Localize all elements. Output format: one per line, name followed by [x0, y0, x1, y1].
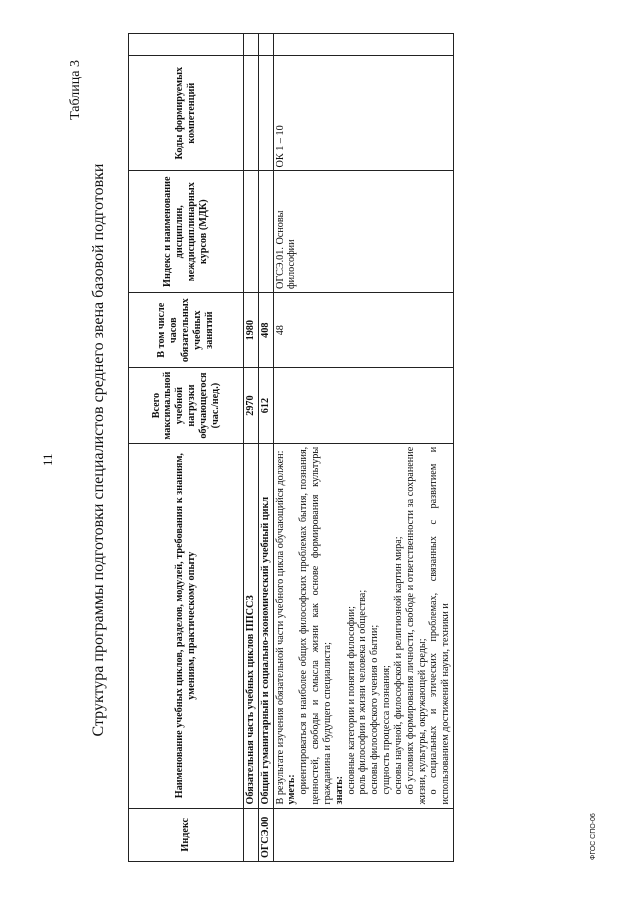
- cell-mandatory-disc: [244, 171, 259, 293]
- header-max-load: Всего максимальной учебной нагрузки обучающегося (час./нед.): [129, 368, 244, 443]
- cell-mandatory-comp: [244, 55, 259, 171]
- znat-label: знать:: [333, 775, 345, 805]
- header-blank: [129, 34, 244, 56]
- rotated-page: [20, 20, 620, 880]
- cell-ogse-index: ОГСЭ.00: [258, 808, 273, 861]
- cell-philosophy-index: [273, 808, 453, 861]
- cell-mandatory-max: 2970: [244, 368, 259, 443]
- header-competences: Коды формируемых компетенций: [129, 55, 244, 171]
- cell-mandatory-oblig: 1980: [244, 293, 259, 368]
- znat-item: основные категории и понятия философии;: [345, 606, 357, 795]
- znat-item: роль философии в жизни человека и общества;: [357, 589, 369, 795]
- cell-mandatory-blank: [244, 34, 259, 56]
- cell-philosophy-discipline: ОГСЭ.01. Основы философии: [273, 171, 453, 293]
- cell-philosophy-requirements: [273, 443, 453, 808]
- cell-ogse-name: Общий гуманитарный и социально-экономический учебный цикл: [258, 443, 273, 808]
- header-name: Наименование учебных циклов, разделов, модулей, требования к знаниям, умениям, практическому опыту: [129, 443, 244, 808]
- page-number: 11: [40, 453, 55, 466]
- table-title: Структура программы подготовки специалистов среднего звена базовой подготовки: [90, 163, 107, 737]
- znat-item: об условиях формирования личности, свободе и ответственности за сохранение жизни, культуры, окружающей среды;: [404, 446, 428, 805]
- requirements-intro: В результате изучения обязательной части учебного цикла обучающийся должен:: [274, 450, 286, 805]
- cell-ogse-max: 612: [258, 368, 273, 443]
- cell-philosophy-max: [273, 368, 453, 443]
- cell-ogse-oblig: 408: [258, 293, 273, 368]
- header-index: Индекс: [129, 808, 244, 861]
- footer-code: ФГОС СПО-06: [590, 813, 597, 860]
- cell-philosophy-oblig: 48: [273, 293, 453, 368]
- znat-item: сущность процесса познания;: [381, 665, 393, 795]
- cell-philosophy-competences: ОК 1 – 10: [273, 55, 453, 171]
- cell-mandatory-index: [244, 808, 259, 861]
- header-discipline: Индекс и наименование дисциплин, междисциплинарных курсов (МДК): [129, 171, 244, 293]
- cell-mandatory-name: Обязательная часть учебных циклов ППССЗ: [244, 443, 259, 808]
- table-label: Таблица 3: [68, 60, 83, 120]
- cell-ogse-comp: [258, 55, 273, 171]
- header-row: [129, 34, 244, 862]
- cell-ogse-disc: [258, 171, 273, 293]
- znat-item: основы научной, философской и религиозной картин мира;: [392, 536, 404, 795]
- cell-ogse-blank: [258, 34, 273, 56]
- cell-philosophy-blank: [273, 34, 453, 56]
- umet-label: уметь:: [286, 774, 298, 805]
- row-mandatory: [244, 34, 259, 862]
- structure-table: [128, 33, 454, 862]
- row-philosophy: [273, 34, 453, 862]
- row-ogse: [258, 34, 273, 862]
- header-obligatory: В том числе часов обязательных учебных занятий: [129, 293, 244, 368]
- umet-item: ориентироваться в наиболее общих философских проблемах бытия, познания, ценностей, свободы и смысла жизни как основе формирования культуры гражданина и будущего специалиста;: [298, 446, 333, 805]
- znat-item: о социальных и этических проблемах, связанных с развитием и использованием достижений науки, техники и: [428, 446, 452, 805]
- znat-item: основы философского учения о бытии;: [369, 624, 381, 795]
